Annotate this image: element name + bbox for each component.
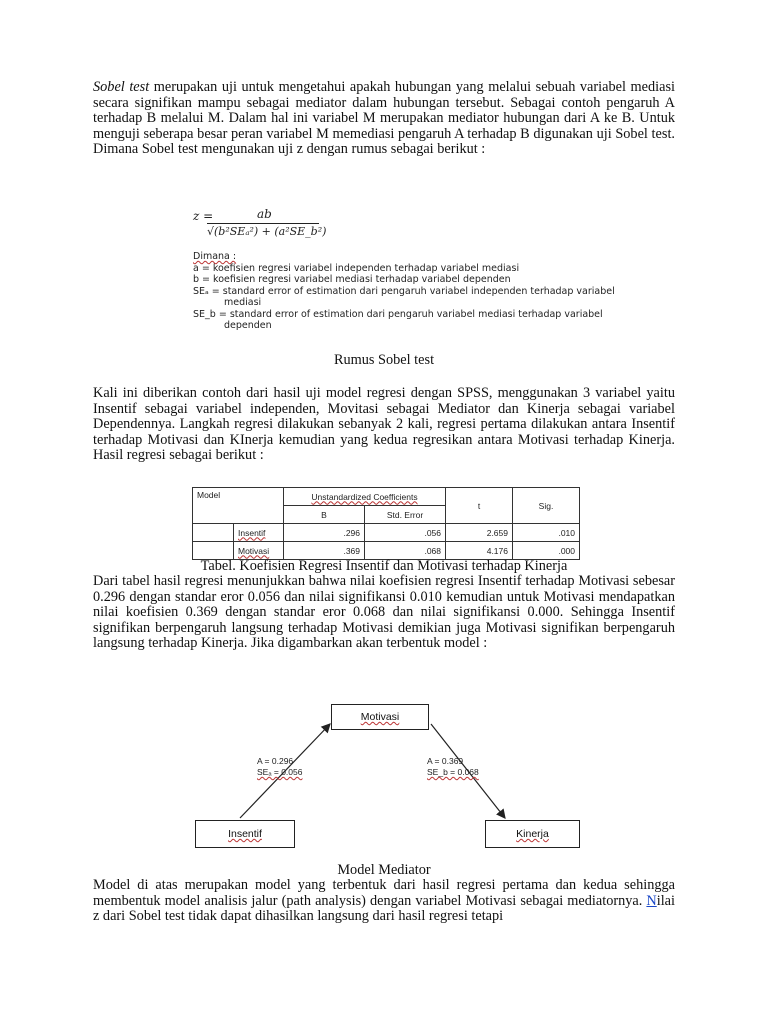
model-discussion-paragraph: Model di atas merupakan model yang terbentuk dari hasil regresi pertama dan kedua sehingga membentuk model analisis jalur (path analysis) dengan variabel Motivasi sebagai mediatornya. Nilai z dari Sobel test tidak dapat dihasilkan langsung dari hasil regresi tetapi: [93, 877, 675, 925]
row-t: 4.176: [446, 542, 513, 560]
header-b: B: [284, 506, 365, 524]
node-insentif: Insentif: [195, 820, 295, 848]
intro-paragraph: [93, 80, 675, 158]
sobel-formula-image: [193, 205, 615, 345]
header-std-error: Std. Error: [365, 506, 446, 524]
sobel-term: Sobel test: [93, 79, 150, 95]
fraction-bar: [207, 223, 319, 224]
regression-intro-paragraph: Kali ini diberikan contoh dari hasil uji model regresi dengan SPSS, menggunakan 3 variabel yaitu Insentif sebagai variabel independen, Movitasi sebagai Mediator dan Kinerja sebagai variabel Dependennya. Langkah regresi dilakukan sebanyak 2 kali, regresi pertama dilakukan antara Insentif terhadap Motivasi dan KInerja kemudian yang kedua regresikan antara Motivasi terhadap Kinerja. Hasil regresi sebagai berikut :: [93, 385, 675, 464]
row-b: .369: [284, 542, 365, 560]
row-se: .068: [365, 542, 446, 560]
header-t: t: [446, 488, 513, 524]
node-kinerja: Kinerja: [485, 820, 580, 848]
formula-line-sea-cont: mediasi: [224, 297, 262, 308]
row-t: 2.659: [446, 524, 513, 542]
node-motivasi: Motivasi: [331, 704, 429, 730]
caption-sobel-formula: Rumus Sobel test: [333, 352, 435, 368]
intro-text: merupakan uji untuk mengetahui apakah hubungan yang melalui sebuah variabel mediasi secara signifikan mampu sebagai mediator dalam hubungan tersebut. Sebagai contoh pengaruh A terhadap B melalui M. Dalam hal ini variabel M merupakan mediator hubungan dari A ke B. Untuk menguji seberapa besar peran variabel M memediasi pengaruh A terhadap B digunakan uji Sobel test. Dimana Sobel test mengunakan uji z dengan rumus sebagai berikut :: [93, 79, 675, 158]
header-sig: Sig.: [513, 488, 580, 524]
header-model: Model: [193, 488, 284, 524]
table-row: [193, 524, 580, 542]
row-se: .056: [365, 524, 446, 542]
formula-denominator: √(b²SEₐ²) + (a²SE_b²): [207, 225, 327, 238]
row-b: .296: [284, 524, 365, 542]
formula-lhs: z =: [193, 209, 214, 223]
caption-regression-table: Tabel. Koefisien Regresi Insentif dan Motivasi terhadap Kinerja: [200, 558, 568, 574]
formula-line-sea: SEₐ = standard error of estimation dari pengaruh variabel independen terhadap variabel: [193, 285, 615, 297]
mediator-diagram: [195, 700, 580, 850]
formula-numerator: ab: [257, 207, 272, 221]
formula-where-label: Dimana :: [193, 251, 237, 262]
header-unstandardized: Unstandardized Coefficients: [284, 488, 446, 506]
formula-line-b: b = koefisien regresi variabel mediasi terhadap variabel dependen: [193, 274, 511, 285]
inline-link[interactable]: N: [646, 892, 657, 909]
row-name: Motivasi: [234, 542, 284, 560]
row-sig: .010: [513, 524, 580, 542]
row-name: Insentif: [234, 524, 284, 542]
regression-table: [192, 487, 580, 560]
caption-model-mediator: Model Mediator: [337, 862, 431, 878]
table-discussion-paragraph: Dari tabel hasil regresi menunjukkan bahwa nilai koefisien regresi Insentif terhadap Motivasi sebesar 0.296 dengan standar eror 0.056 dan nilai signifikansi 0.010 kemudian untuk Motivasi mendapatkan nilai koefisien 0.369 dengan standar eror 0.068 dan nilai signifikansi 0.000. Sehingga Insentif signifikan berpengaruh langsung terhadap Motivasi demikian juga Motivasi signifikan berpengaruh langsung terhadap Kinerja. Jika digambarkan akan terbentuk model :: [93, 573, 675, 652]
table-row: [193, 542, 580, 560]
row-sig: .000: [513, 542, 580, 560]
formula-line-seb-cont: dependen: [224, 320, 272, 331]
label-path-b: A = 0.369 SE_b = 0.068: [427, 756, 479, 777]
formula-line-a: a = koefisien regresi variabel independen terhadap variabel mediasi: [193, 262, 520, 274]
formula-legend: [193, 251, 615, 332]
label-path-a: A = 0.296 SEₐ = 0.056: [257, 756, 303, 777]
formula-line-seb: SE_b = standard error of estimation dari pengaruh variabel mediasi terhadap variabel: [193, 308, 603, 320]
